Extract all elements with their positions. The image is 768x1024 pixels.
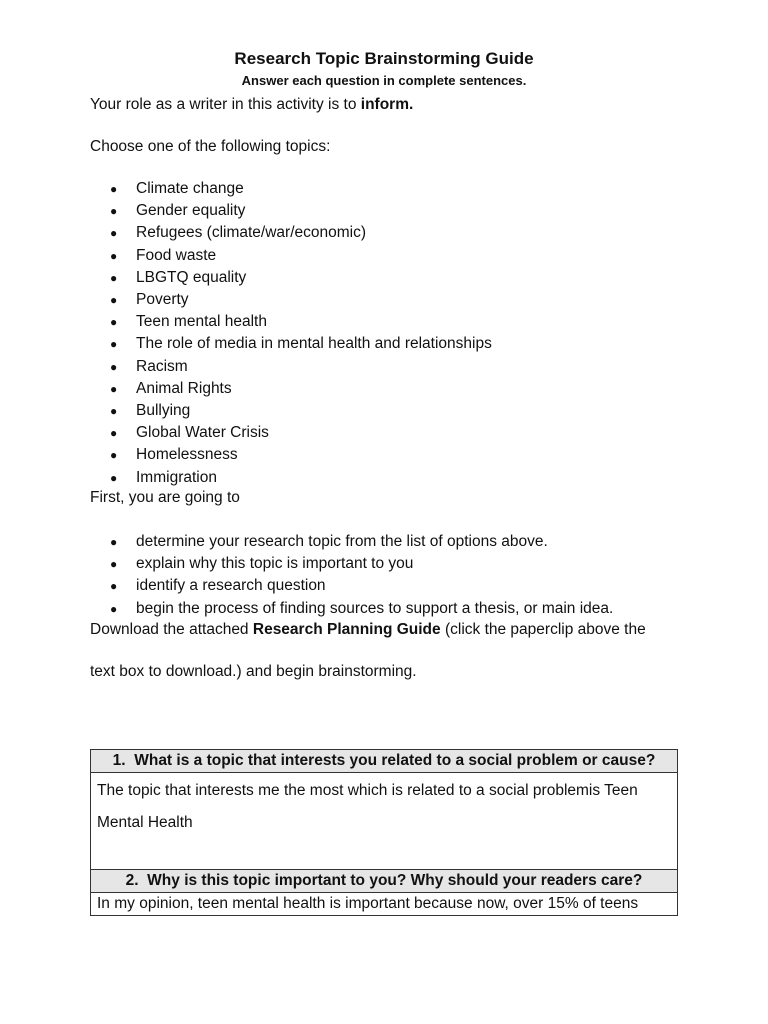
bullet-icon: ●: [110, 315, 118, 330]
bullet-icon: ●: [110, 182, 118, 196]
bullet-icon: ●: [110, 579, 118, 594]
topic-item: ● Teen mental health: [0, 311, 492, 333]
step-item: ● identify a research question: [0, 575, 613, 597]
download-instruction-continued: text box to download.) and begin brainstorming.: [90, 663, 417, 680]
bullet-icon: ●: [110, 226, 118, 241]
topic-item: ● Refugees (climate/war/economic): [0, 222, 492, 244]
questions-table: [90, 749, 678, 916]
answer-text: The topic that interests me the most which is related to a social problemis Teen Mental Health: [97, 782, 638, 831]
role-prefix: Your role as a writer in this activity is to: [90, 96, 361, 113]
question-number: 2.: [125, 872, 139, 889]
role-emphasis: inform.: [360, 96, 414, 113]
question-text: Why is this topic important to you? Why should your readers care?: [147, 872, 643, 889]
bullet-icon: ●: [110, 448, 118, 463]
bullet-icon: ●: [110, 248, 118, 263]
bullet-icon: ●: [110, 557, 118, 572]
bullet-icon: ●: [110, 404, 118, 419]
role-statement: [90, 94, 413, 116]
question-number: 1.: [112, 752, 126, 769]
topic-item: ● Climate change: [0, 178, 492, 200]
topic-item: ● The role of media in mental health and relationships: [0, 333, 492, 355]
answer-cell[interactable]: [91, 773, 678, 870]
document-title: Research Topic Brainstorming Guide: [234, 49, 534, 68]
bullet-icon: ●: [110, 470, 118, 485]
bullet-icon: ●: [110, 270, 118, 285]
topic-item: ● Racism: [0, 356, 492, 378]
topic-item: ● Poverty: [0, 289, 492, 311]
topic-item: ● Immigration: [0, 467, 492, 489]
topic-item: ● Animal Rights: [0, 378, 492, 400]
topic-item: ● Gender equality: [0, 200, 492, 222]
bullet-icon: ●: [110, 426, 118, 441]
step-item: ● explain why this topic is important to you: [0, 553, 613, 575]
answer-cell[interactable]: [91, 893, 678, 916]
topic-item: ● Bullying: [0, 400, 492, 422]
topic-item: ● Homelessness: [0, 444, 492, 466]
bullet-icon: ●: [110, 204, 118, 219]
bullet-icon: ●: [110, 381, 118, 396]
bullet-icon: ●: [110, 535, 118, 549]
bullet-icon: ●: [110, 601, 118, 616]
question-text: What is a topic that interests you related to a social problem or cause?: [134, 752, 656, 769]
question-header: [91, 750, 678, 773]
bullet-icon: ●: [110, 293, 118, 308]
step-list: [0, 531, 613, 620]
bullet-icon: ●: [110, 337, 118, 352]
step-item: ● determine your research topic from the list of options above.: [0, 531, 613, 553]
choose-instruction: Choose one of the following topics:: [90, 138, 331, 155]
answer-text: In my opinion, teen mental health is important because now, over 15% of teens: [97, 895, 639, 912]
document-subtitle: Answer each question in complete sentences.: [241, 73, 527, 88]
question-header: [91, 870, 678, 893]
topic-item: ● Global Water Crisis: [0, 422, 492, 444]
bullet-icon: ●: [110, 359, 118, 374]
research-planning-guide-link[interactable]: Research Planning Guide: [252, 621, 441, 638]
topic-list: [0, 178, 492, 489]
topic-item: ● LBGTQ equality: [0, 267, 492, 289]
first-instruction: First, you are going to: [90, 489, 240, 506]
step-item: ● begin the process of finding sources to support a thesis, or main idea.: [0, 598, 613, 620]
download-instruction: Download the attached Research Planning Guide (click the paperclip above the: [90, 621, 646, 638]
topic-item: ● Food waste: [0, 245, 492, 267]
